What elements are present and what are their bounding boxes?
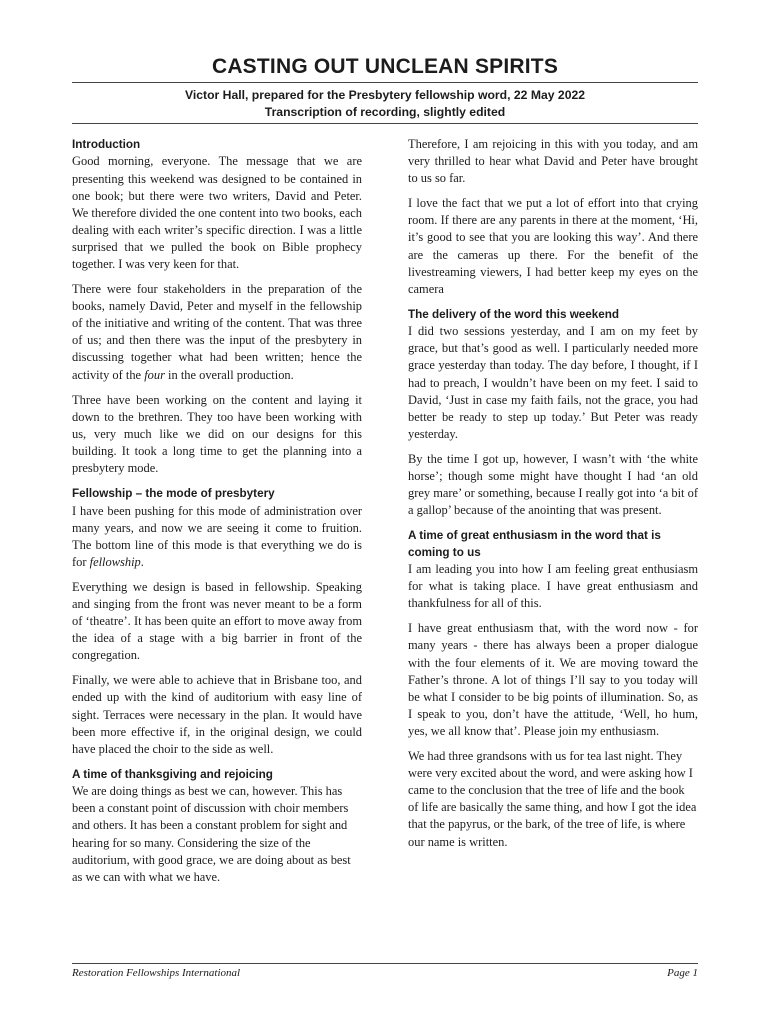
footer-rule <box>72 963 698 964</box>
paragraph: We had three grandsons with us for tea last night. They were very excited about the word, and were asking how I came to the conclusion that the tree of life and the book of life are basically the same thing, and how I got the idea that the papyrus, or the bark, of the tree of life, is where our name is written. <box>408 749 697 849</box>
page-title: CASTING OUT UNCLEAN SPIRITS <box>211 55 559 78</box>
title-rule <box>72 82 698 83</box>
paragraph: I am leading you into how I am feeling great enthusiasm for what is taking place. I have great enthusiasm and thankfulness for all of this. <box>408 562 698 611</box>
paragraph: I have great enthusiasm that, with the word now - for many years - there has always been a proper dialogue with the four elements of it. We are moving toward the Father’s throne. A lot of things I’ll say to you today will be what I consider to be big points of illumination. So, as I speak to you, don’t have the attitude, ‘Well, ho hum, yes, we all know that’. Please join my enthusiasm. <box>408 621 698 738</box>
footer-organization: Restoration Fellowships International <box>72 967 241 979</box>
paragraph: Good morning, everyone. The message that we are presenting this weekend was designed to be contained in one book; but there were two writers, David and Peter. We therefore divided the one content into two books, each dealing with each writer’s specific direction. I was a little surprised that we pulled the book on Bible prophecy together. I was very keen for that. <box>72 154 362 271</box>
right-column <box>408 136 698 859</box>
section-heading-introduction: Introduction <box>72 138 141 151</box>
paragraph: Everything we design is based in fellowship. Speaking and singing from the front was never meant to be a form of ‘theatre’. It has been quite an effort to move away from the idea of a stage with a big barrier in front of the congregation. <box>72 579 362 663</box>
paragraph-text: I have been pushing for this mode of administration over many years, and now we are seeing it come to fruition. The bottom line of this mode is that everything we do is for <box>72 503 362 569</box>
paragraph: I love the fact that we put a lot of effort into that crying room. If there are any parents in there at the moment, ‘Hi, it’s good to see that you are looking this way’. And there are the cameras up there. For the benefit of the livestreaming viewers, I had better keep my eyes on the camera <box>408 196 698 296</box>
emphasis-text: four <box>144 367 165 382</box>
left-column <box>72 136 362 894</box>
paragraph <box>72 281 362 384</box>
section-heading-delivery: The delivery of the word this weekend <box>408 307 620 321</box>
section-heading-fellowship: Fellowship – the mode of presbytery <box>72 487 275 501</box>
author-line: Victor Hall, prepared for the Presbytery fellowship word, 22 May 2022 <box>184 88 586 102</box>
paragraph: By the time I got up, however, I wasn’t with ‘the white horse’; though some might have thought I had ‘an old grey mare’ or something, because I really got into ‘a bit of a gallop’ because of the anointing that was present. <box>408 451 698 518</box>
paragraph: Therefore, I am rejoicing in this with you today, and am very thrilled to hear what David and Peter have brought to us so far. <box>408 137 698 186</box>
paragraph-text: There were four stakeholders in the preparation of the books, namely David, Peter and myself in the fellowship of the initiative and writing of the content. That was three of us; and then there was the input of the presbytery in discussing together what had been written; hence the activity of the <box>72 282 362 382</box>
paragraph <box>72 503 362 571</box>
paragraph-text: . <box>140 554 144 569</box>
paragraph-text: in the overall production. <box>164 367 294 382</box>
section-heading-thanksgiving: A time of thanksgiving and rejoicing <box>72 767 273 781</box>
transcription-note: Transcription of recording, slightly edited <box>264 105 506 119</box>
page-number: Page 1 <box>667 967 698 979</box>
emphasis-text: fellowship <box>89 554 141 569</box>
section-heading-enthusiasm: A time of great enthusiasm in the word that is coming to us <box>408 529 661 559</box>
subtitle-rule <box>72 123 698 124</box>
paragraph: I did two sessions yesterday, and I am on my feet by grace, but that’s good as well. I particularly needed more grace yesterday than today. The day before, I thought, if I had to preach, I wouldn’t have been on my feet. I said to David, ‘Just in case my faith fails, not the grace, you had better be ready to step up today.’ But Peter was ready yesterday. <box>408 324 698 441</box>
paragraph: Finally, we were able to achieve that in Brisbane too, and ended up with the kind of auditorium with easy line of sight. Terraces were necessary in the plan. It would have been more effective if, in the original design, we could have placed the choir to the side as well. <box>72 673 362 756</box>
paragraph: Three have been working on the content and laying it down to the brethren. They too have been working with us, very much like we did on our designs for this building. It took a long time to get the planning into a presbytery mode. <box>72 392 362 475</box>
paragraph: We are doing things as best we can, however. This has been a constant point of discussion with choir members and others. It has been a constant problem for sight and hearing for so many. Considering the size of the auditorium, with good grace, we are doing about as best as we can with what we have. <box>72 784 351 884</box>
